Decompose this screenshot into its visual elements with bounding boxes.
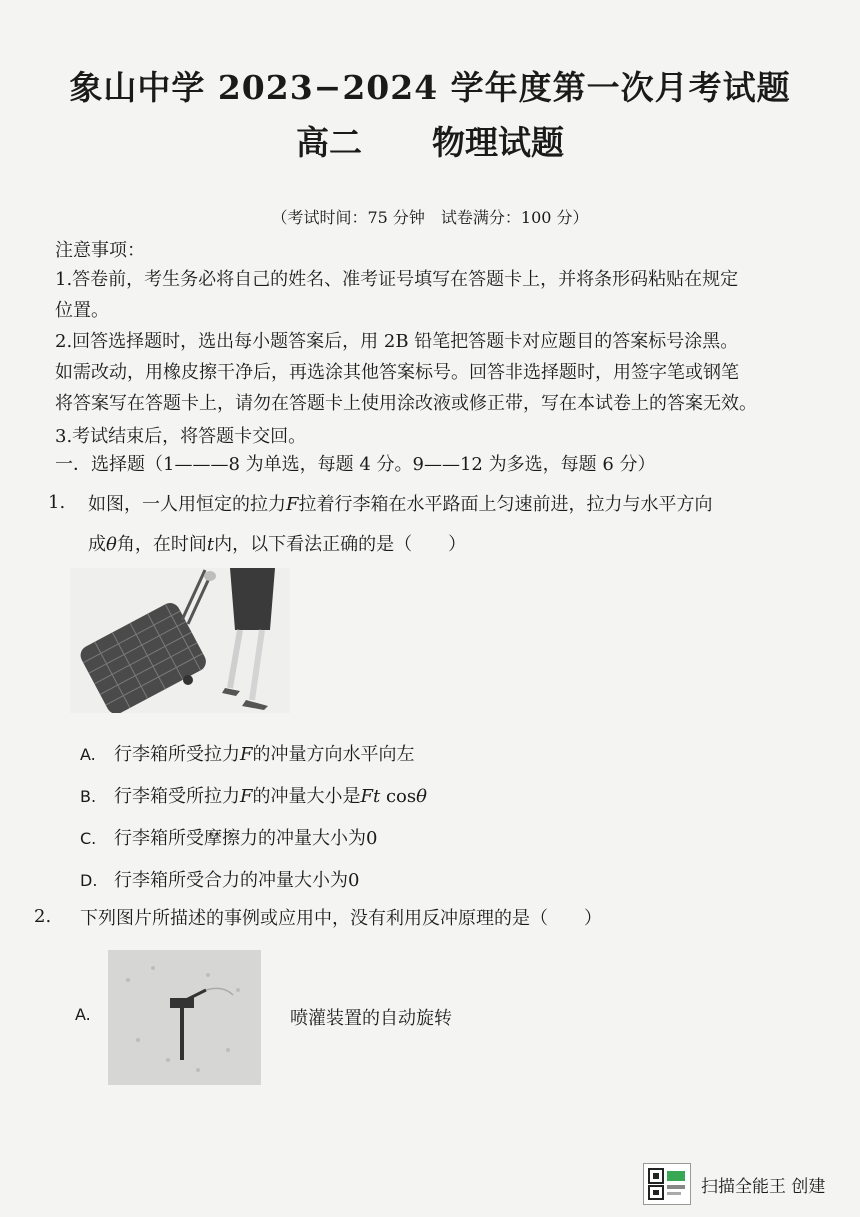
question-1-line-2: 成θ角，在时间t内，以下看法正确的是（ ） bbox=[88, 534, 467, 555]
option-d[interactable]: D. 行李箱所受合力的冲量大小为0 bbox=[80, 870, 360, 891]
option-c[interactable]: C. 行李箱所受摩擦力的冲量大小为0 bbox=[80, 828, 378, 849]
var-f: F bbox=[286, 494, 299, 515]
question-2-text: 下列图片所描述的事例或应用中，没有利用反冲原理的是（ ） bbox=[80, 908, 602, 929]
q2-option-a-text: 喷灌装置的自动旋转 bbox=[290, 1008, 452, 1029]
suitcase-photo bbox=[70, 568, 290, 713]
section-heading: 一．选择题（1———8 为单选，每题 4 分。9——12 为多选，每题 6 分） bbox=[55, 454, 656, 475]
question-number: 1. bbox=[48, 492, 66, 513]
notes-line: 位置。 bbox=[55, 300, 109, 321]
sprinkler-illustration-icon bbox=[108, 950, 261, 1085]
suitcase-illustration-icon bbox=[70, 568, 290, 713]
exam-info: （考试时间：75 分钟 试卷满分：100 分） bbox=[271, 208, 589, 227]
grade-label: 高二 bbox=[296, 123, 362, 162]
var-theta: θ bbox=[106, 534, 117, 555]
question-1-line-1: 如图，一人用恒定的拉力F拉着行李箱在水平路面上匀速前进，拉力与水平方向 bbox=[88, 494, 713, 515]
notes-line: 如需改动，用橡皮擦干净后，再选涂其他答案标号。回答非选择题时，用签字笔或钢笔 bbox=[55, 362, 739, 383]
q2-option-a-letter[interactable]: A. bbox=[75, 1005, 91, 1024]
exam-subtitle bbox=[0, 117, 860, 164]
var-t: t bbox=[206, 534, 215, 555]
notes-line: 将答案写在答题卡上，请勿在答题卡上使用涂改液或修正带，写在本试卷上的答案无效。 bbox=[55, 393, 757, 414]
option-a[interactable]: A. 行李箱所受拉力F的冲量方向水平向左 bbox=[80, 744, 415, 765]
subject-label: 物理试题 bbox=[432, 123, 564, 162]
scanner-credit: 扫描全能王 创建 bbox=[701, 1176, 826, 1197]
notes-heading: 注意事项： bbox=[55, 240, 145, 261]
exam-title: 象山中学 2023−2024 学年度第一次月考试题 bbox=[69, 68, 791, 107]
sprinkler-photo bbox=[108, 950, 261, 1085]
question-number: 2. bbox=[34, 906, 52, 927]
notes-line: 2.回答选择题时，选出每小题答案后，用 2B 铅笔把答题卡对应题目的答案标号涂黑。 bbox=[55, 331, 739, 352]
option-b[interactable]: B. 行李箱受所拉力F的冲量大小是Ft cosθ bbox=[80, 786, 427, 807]
notes-line: 3.考试结束后，将答题卡交回。 bbox=[55, 426, 307, 447]
scanner-footer bbox=[643, 1163, 825, 1205]
scanner-logo-icon bbox=[643, 1163, 691, 1205]
notes-line: 1.答卷前，考生务必将自己的姓名、准考证号填写在答题卡上，并将条形码粘贴在规定 bbox=[55, 269, 739, 290]
